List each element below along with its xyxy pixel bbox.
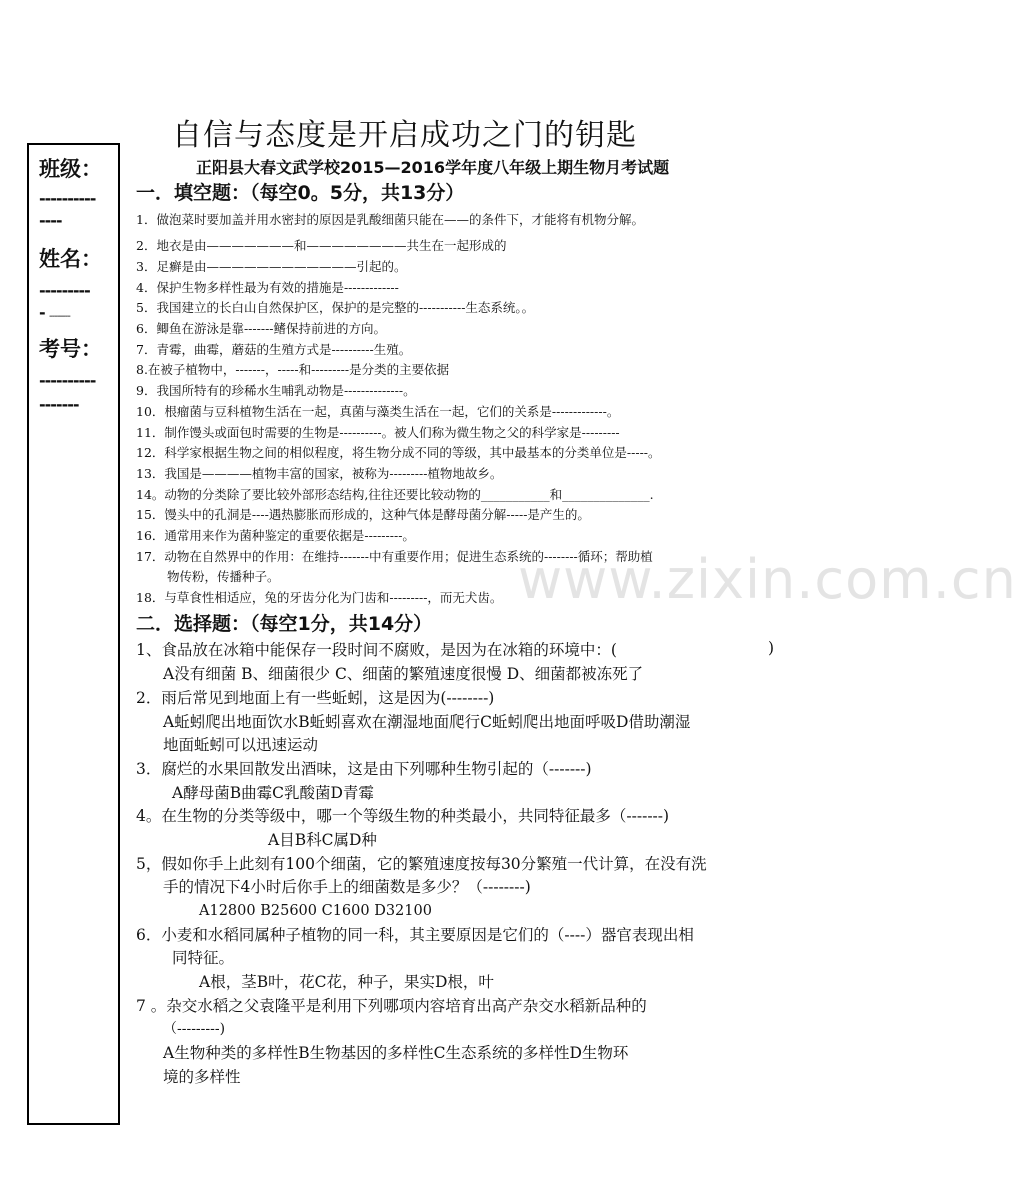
choice-question-4-options: A目B科C属D种 bbox=[268, 831, 377, 849]
choice-question-4: 4。在生物的分类等级中，哪一个等级生物的种类最小，共同特征最多（-------) bbox=[136, 807, 670, 825]
question-1: 1．做泡菜时要加盖并用水密封的原因是乳酸细菌只能在——的条件下，才能将有机物分解。 bbox=[136, 212, 644, 227]
question-11: 11．制作馒头或面包时需要的生物是----------。被人们称为微生物之父的科学家是--------- bbox=[136, 425, 620, 440]
choice-question-3: 3．腐烂的水果回散发出酒味，这是由下列哪种生物引起的（-------) bbox=[136, 760, 592, 778]
choice-question-3-options: A酵母菌B曲霉C乳酸菌D青霉 bbox=[172, 784, 374, 802]
choice-question-7-options-continued: 境的多样性 bbox=[163, 1068, 241, 1086]
choice-question-1-answer-paren: ) bbox=[768, 639, 775, 657]
question-7: 7．青霉，曲霉，蘑菇的生殖方式是----------生殖。 bbox=[136, 342, 412, 357]
question-9: 9．我国所特有的珍稀水生哺乳动物是--------------。 bbox=[136, 383, 416, 398]
choice-question-5: 5，假如你手上此刻有100个细菌，它的繁殖速度按每30分繁殖一代计算，在没有洗 bbox=[136, 855, 707, 873]
choice-question-2: 2．雨后常见到地面上有一些蚯蚓，这是因为(--------) bbox=[136, 689, 495, 707]
question-14: 14。动物的分类除了要比较外部形态结构,往往还要比较动物的___________和______________. bbox=[136, 487, 654, 502]
class-label: 班级： bbox=[39, 157, 102, 181]
section-choice-title: 二．选择题：（每空1分，共14分） bbox=[136, 613, 433, 635]
question-17-continued: 物传粉，传播种子。 bbox=[167, 569, 280, 584]
choice-question-2-options: A蚯蚓爬出地面饮水B蚯蚓喜欢在潮湿地面爬行C蚯蚓爬出地面呼吸D借助潮湿 bbox=[163, 713, 691, 731]
section-fill-blank-title: 一．填空题：（每空0。5分，共13分） bbox=[136, 182, 465, 204]
question-8: 8.在被子植物中，-------，-----和---------是分类的主要依据 bbox=[136, 362, 450, 377]
question-16: 16．通常用来作为菌种鉴定的重要依据是---------。 bbox=[136, 528, 415, 543]
question-17: 17．动物在自然界中的作用：在维持-------中有重要作用；促进生态系统的--------循环；帮助植 bbox=[136, 549, 653, 564]
class-blank-line-2: ---- bbox=[39, 211, 62, 230]
question-10: 10．根瘤菌与豆科植物生活在一起，真菌与藻类生活在一起，它们的关系是-------------。 bbox=[136, 404, 620, 419]
choice-question-7-continued: （---------) bbox=[163, 1021, 226, 1037]
question-4: 4．保护生物多样性最为有效的措施是------------- bbox=[136, 280, 399, 295]
question-15: 15．馒头中的孔洞是----遇热膨胀而形成的，这种气体是酵母菌分解-----是产生的。 bbox=[136, 507, 590, 522]
name-label: 姓名： bbox=[39, 247, 102, 271]
page-motto: 自信与态度是开启成功之门的钥匙 bbox=[172, 118, 637, 153]
student-info-box bbox=[27, 143, 120, 1125]
question-13: 13．我国是————植物丰富的国家，被称为---------植物地故乡。 bbox=[136, 466, 503, 481]
choice-question-1-options: A没有细菌 B、细菌很少 C、细菌的繁殖速度很慢 D、细菌都被冻死了 bbox=[163, 665, 644, 683]
choice-question-6: 6．小麦和水稻同属种子植物的同一科，其主要原因是它们的（----）器官表现出相 bbox=[136, 926, 694, 944]
exam-subtitle: 正阳县大春文武学校2015—2016学年度八年级上期生物月考试题 bbox=[196, 158, 670, 177]
question-6: 6．鲫鱼在游泳是靠-------鳍保持前进的方向。 bbox=[136, 321, 387, 336]
choice-question-5-options: A12800 B25600 C1600 D32100 bbox=[199, 903, 432, 919]
question-18: 18．与草食性相适应，兔的牙齿分化为门齿和---------，而无犬齿。 bbox=[136, 590, 503, 605]
question-2: 2．地衣是由———————和————————共生在一起形成的 bbox=[136, 238, 507, 253]
name-blank-line-2: - bbox=[39, 303, 45, 322]
name-blank-line-3: -------- bbox=[49, 311, 70, 322]
choice-question-1: 1、食品放在冰箱中能保存一段时间不腐败，是因为在冰箱的环境中：( bbox=[136, 641, 617, 659]
choice-question-5-continued: 手的情况下4小时后你手上的细菌数是多少？（--------) bbox=[163, 878, 531, 896]
name-blank-line: --------- bbox=[39, 281, 90, 300]
question-12: 12．科学家根据生物之间的相似程度，将生物分成不同的等级，其中最基本的分类单位是-----。 bbox=[136, 445, 661, 460]
question-3: 3．足癣是由————————————引起的。 bbox=[136, 259, 407, 274]
question-5: 5．我国建立的长白山自然保护区，保护的是完整的-----------生态系统。。 bbox=[136, 300, 535, 315]
class-blank-line: ---------- bbox=[39, 189, 96, 208]
exam-number-blank-line-2: ------- bbox=[39, 395, 79, 414]
exam-number-blank-line: ---------- bbox=[39, 371, 96, 390]
choice-question-2-options-continued: 地面蚯蚓可以迅速运动 bbox=[163, 736, 319, 754]
watermark: www.zixin.com.cn bbox=[518, 548, 1017, 611]
choice-question-7-options: A生物种类的多样性B生物基因的多样性C生态系统的多样性D生物环 bbox=[163, 1044, 629, 1062]
choice-question-6-continued: 同特征。 bbox=[172, 949, 235, 967]
choice-question-6-options: A根，茎B叶，花C花，种子，果实D根，叶 bbox=[199, 973, 494, 991]
choice-question-7: 7 。杂交水稻之父袁隆平是利用下列哪项内容培育出高产杂交水稻新品种的 bbox=[136, 997, 647, 1015]
exam-number-label: 考号： bbox=[39, 337, 102, 361]
